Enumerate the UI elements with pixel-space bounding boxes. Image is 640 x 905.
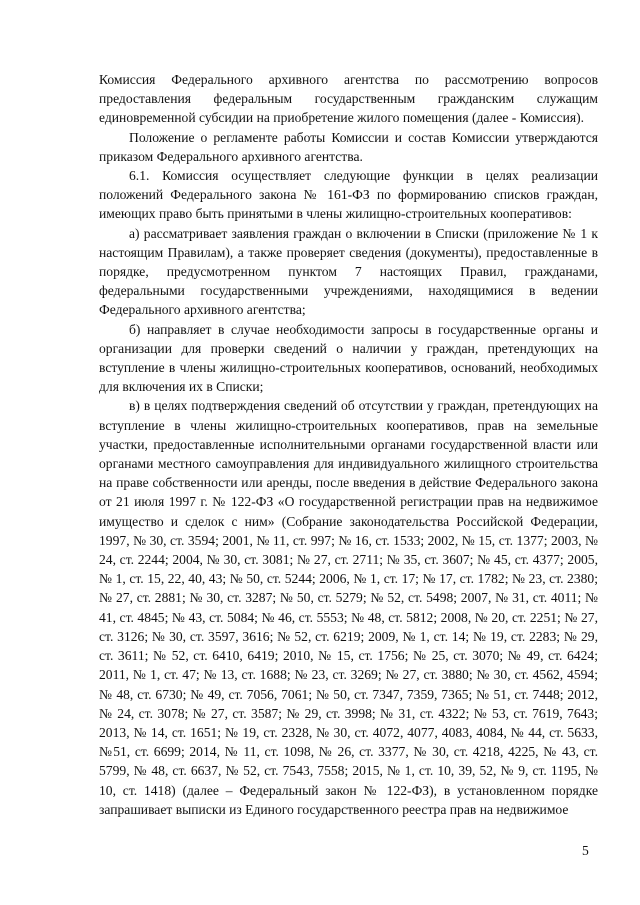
paragraph-6-1: 6.1. Комиссия осуществляет следующие функции в целях реализации положений Федерального закона № 161-ФЗ по формированию списков граждан, имеющих право быть принятыми в члены жилищно-строительных кооперативов: xyxy=(99,168,598,222)
page-number: 5 xyxy=(582,843,589,858)
paragraph-item-b: б) направляет в случае необходимости запросы в государственные органы и организации для проверки сведений о наличии у граждан, претендующих на вступление в члены жилищно-строительных кооперативов, оснований, необходимых для включения их в Списки; xyxy=(99,321,598,395)
paragraph-commission-definition: Комиссия Федерального архивного агентства по рассмотрению вопросов предоставления федеральным государственным гражданским служащим единовременной субсидии на приобретение жилого помещения (далее - Комиссия). xyxy=(99,72,598,126)
paragraph-regulation: Положение о регламенте работы Комиссии и состав Комиссии утверждаются приказом Федерального архивного агентства. xyxy=(99,129,598,164)
paragraph-item-a: а) рассматривает заявления граждан о включении в Списки (приложение № 1 к настоящим Правилам), а также проверяет сведения (документы), предоставленные в порядке, предусмотренном пунктом 7 настоящих Правил, гражданами, федеральными государственными учреждениями, находящимися в ведении Федерального архивного агентства; xyxy=(99,225,598,318)
document-body xyxy=(99,70,598,819)
paragraph-item-v: в) в целях подтверждения сведений об отсутствии у граждан, претендующих на вступление в члены жилищно-строительных кооперативов, прав на земельные участки, предоставленные исполнительными органами государственной власти или органами местного самоуправления для индивидуального жилищного строительства на праве собственности или аренды, после введения в действие Федерального закона от 21 июля 1997 г. № 122-ФЗ «О государственной регистрации прав на недвижимое имущество и сделок с ним» (Собрание законодательства Российской Федерации, 1997, № 30, ст. 3594; 2001, № 11, ст. 997; № 16, ст. 1533; 2002, № 15, ст. 1377; 2003, № 24, ст. 2244; 2004, № 30, ст. 3081; № 27, ст. 2711; № 35, ст. 3607; № 45, ст. 4377; 2005, № 1, ст. 15, 22, 40, 43; № 50, ст. 5244; 2006, № 1, ст. 17; № 17, ст. 1782; № 23, ст. 2380; № 27, ст. 2881; № 30, ст. 3287; № 50, ст. 5279; № 52, ст. 5498; 2007, № 31, ст. 4011; № 41, ст. 4845; № 43, ст. 5084; № 46, ст. 5553; № 48, ст. 5812; 2008, № 20, ст. 2251; № 27, ст. 3126; № 30, ст. 3597, 3616; № 52, ст. 6219; 2009, № 1, ст. 14; № 19, ст. 2283; № 29, ст. 3611; № 52, ст. 6410, 6419; 2010, № 15, ст. 1756; № 25, ст. 3070; № 49, ст. 6424; 2011, № 1, ст. 47; № 13, ст. 1688; № 23, ст. 3269; № 27, ст. 3880; № 30, ст. 4562, 4594; № 48, ст. 6730; № 49, ст. 7056, 7061; № 50, ст. 7347, 7359, 7365; № 51, ст. 7448; 2012, № 24, ст. 3078; № 27, ст. 3587; № 29, ст. 3998; № 31, ст. 4322; № 53, ст. 7619, 7643; 2013, № 14, ст. 1651; № 19, ст. 2328, № 30, ст. 4072, 4077, 4083, 4084, № 44, ст. 5633, №51, ст. 6699; 2014, № 11, ст. 1098, № 26, ст. 3377, № 30, ст. 4218, 4225, № 43, ст. 5799, № 48, ст. 6637, № 52, ст. 7543, 7558; 2015, № 1, ст. 10, 39, 52, № 9, ст. 1195, № 10, ст. 1418) (далее – Федеральный закон № 122-ФЗ), в установленном порядке запрашивает выписки из Единого государственного реестра прав на недвижимое xyxy=(99,398,598,817)
